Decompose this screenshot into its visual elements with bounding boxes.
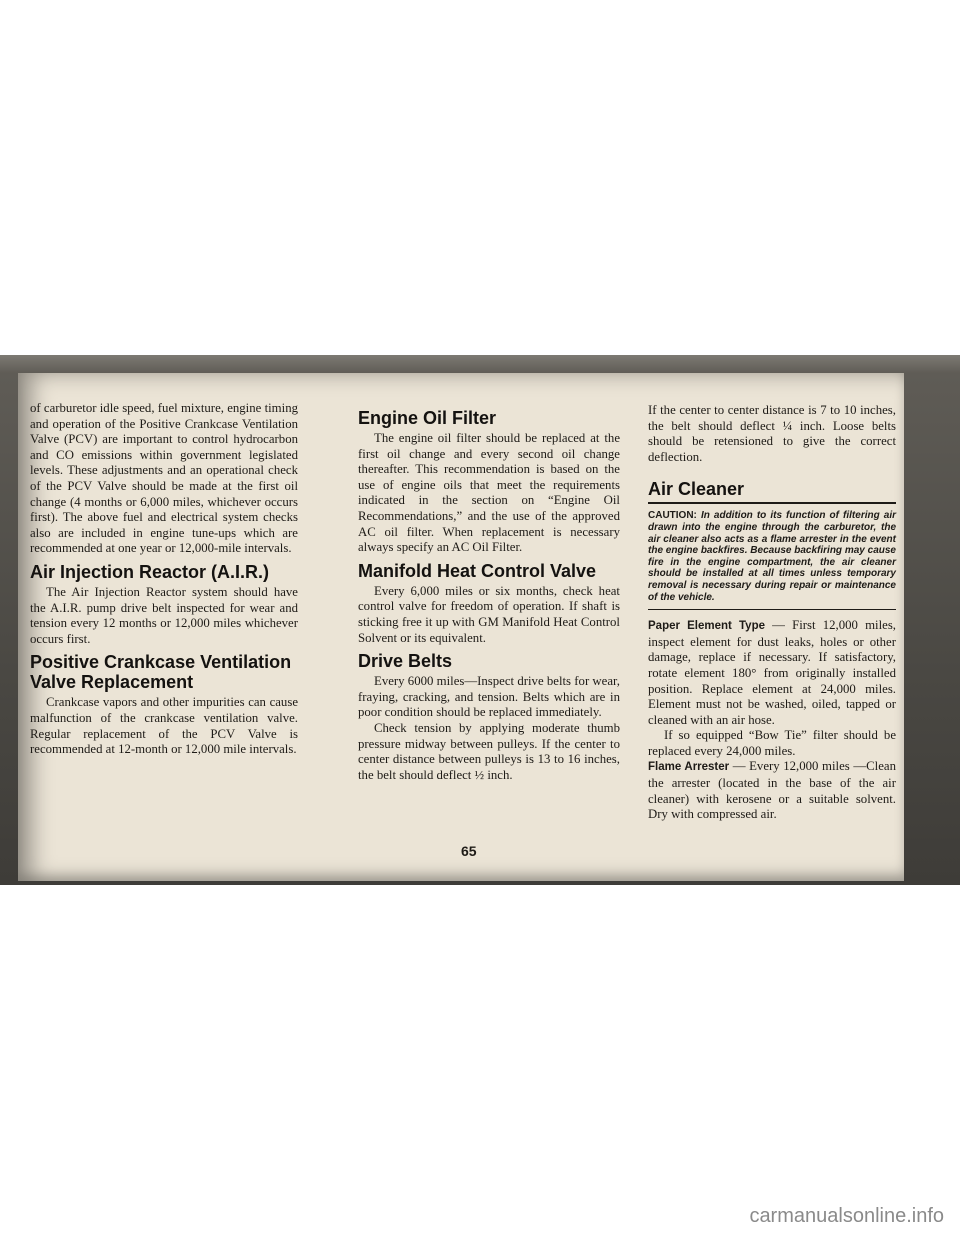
footer-watermark: carmanualsonline.info <box>749 1205 944 1227</box>
belts-continued-paragraph: If the center to center distance is 7 to 10 inches, the belt should deflect ¼ inch. Loose belts should be retensioned to give the correct deflection. <box>648 403 896 464</box>
paper-element-paragraph <box>648 618 896 728</box>
pcv-paragraph: Crankcase vapors and other impurities can cause malfunction of the crankcase ventilation valve. Regular replacement of the PCV Valve is recommended at 12-month or 12,000 mile intervals. <box>30 695 298 757</box>
caution-note <box>648 510 896 603</box>
flame-arrester-paragraph <box>648 759 896 822</box>
paper-element-label: Paper Element Type <box>648 620 765 633</box>
oil-filter-paragraph: The engine oil filter should be replaced at the first oil change and every second oil change thereafter. This recommendation is based on the use of engine oils that meet the requirements indicated in the section on “Engine Oil Recommendations,” and the use of the approved AC oil filter. When replacement is necessary always specify an AC Oil Filter. <box>358 431 620 555</box>
manifold-heading: Manifold Heat Control Valve <box>358 560 597 581</box>
page-number: 65 <box>461 843 477 859</box>
caution-label: CAUTION: <box>648 510 697 522</box>
flame-arrester-label: Flame Arrester <box>648 761 730 774</box>
intro-paragraph: of carburetor idle speed, fuel mixture, engine timing and operation of the Positive Crankcase Ventilation Valve (PCV) are important to control hydrocarbon and CO emissions within government legislated levels. These adjustments and an operational check of the PCV Valve should be made at the first oil change (4 months or 6,000 miles, whichever occurs first). The above fuel and electrical system checks also are included in engine tune-ups which are recommended at one year or 12,000-mile intervals. <box>30 401 298 556</box>
pcv-heading: Positive Crankcase Ventilation Valve Replacement <box>30 652 292 693</box>
column-right <box>648 403 896 823</box>
flame-arrester-text: — Every 12,000 miles —Clean the arrester (located in the base of the air cleaner) with kerosene or a suitable solvent. Dry with compressed air. <box>648 759 896 822</box>
air-injection-paragraph: The Air Injection Reactor system should have the A.I.R. pump drive belt inspected for wear and tension every 12 months or 12,000 miles whichever occurs first. <box>30 584 298 646</box>
air-cleaner-heading: Air Cleaner <box>648 479 745 500</box>
oil-filter-heading: Engine Oil Filter <box>358 408 497 428</box>
paper-element-text: — First 12,000 miles, inspect element for dust leaks, holes or other damage, replace if necessary. If satisfactory, rotate element 180° from originally installed position. Replace element at 24,000 miles. Element must not be washed, oiled, tapped or cleaned with an air hose. <box>648 618 897 727</box>
column-left <box>30 401 298 758</box>
column-middle <box>358 403 620 783</box>
drive-belts-heading: Drive Belts <box>358 651 453 672</box>
manifold-paragraph: Every 6,000 miles or six months, check heat control valve for freedom of operation. If shaft is sticking free it up with GM Manifold Heat Control Solvent or its equivalent. <box>358 583 620 645</box>
bow-tie-paragraph: If so equipped “Bow Tie” filter should be replaced every 24,000 miles. <box>648 728 896 758</box>
manual-page <box>18 373 904 881</box>
caution-text: In addition to its function of filtering air drawn into the engine through the carburetor, the air cleaner also acts as a flame arrester in the event the engine backfires. Because backfiring may cause fire in the engine compartment, the air cleaner should be installed at all times unless temporary removal is necessary during repair or maintenance of the vehicle. <box>648 510 897 603</box>
air-injection-heading: Air Injection Reactor (A.I.R.) <box>30 561 270 582</box>
divider <box>648 502 896 504</box>
divider <box>648 609 896 610</box>
drive-belts-paragraph-1: Every 6000 miles—Inspect drive belts for wear, fraying, cracking, and tension. Belts which are in poor condition should be replaced immediately. <box>358 674 620 720</box>
drive-belts-paragraph-2: Check tension by applying moderate thumb pressure midway between pulleys. If the center to center distance between pulleys is 13 to 16 inches, the belt should deflect ½ inch. <box>358 720 620 782</box>
